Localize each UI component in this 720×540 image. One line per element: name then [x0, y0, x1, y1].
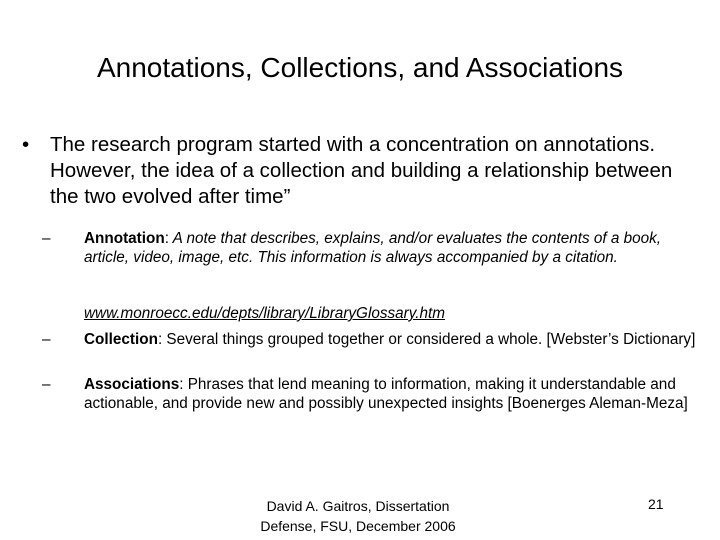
- slide-footer: [240, 496, 476, 536]
- definition-collection: Several things grouped together or considered a whole. [Webster’s Dictionary]: [162, 331, 696, 348]
- main-bullet: [22, 132, 702, 210]
- sub-item-annotation-link-row: [42, 304, 702, 323]
- dash-marker: –: [42, 331, 51, 348]
- term-annotation: Annotation: [84, 230, 165, 247]
- term-collection: Collection: [84, 331, 158, 348]
- term-colon: :: [157, 331, 163, 348]
- sub-item-body: [84, 229, 702, 267]
- sub-item-body: [84, 330, 702, 349]
- sub-item-annotation: [42, 229, 702, 267]
- definition-annotation: A note that describes, explains, and/or evaluates the contents of a book, article, video, image, etc. This information is always accompanied by a citation.: [84, 230, 662, 266]
- footer-line-2: Defense, FSU, December 2006: [260, 518, 456, 534]
- dash-marker: –: [42, 376, 51, 393]
- page-number: 21: [648, 496, 664, 512]
- sub-item-associations: [42, 375, 702, 413]
- footer-line-1: David A. Gaitros, Dissertation: [266, 498, 450, 514]
- term-colon: :: [164, 230, 169, 247]
- term-associations: Associations: [84, 376, 180, 393]
- sub-item-body: [84, 375, 702, 413]
- glossary-link[interactable]: www.monroecc.edu/depts/library/LibraryGlossary.htm: [84, 305, 446, 322]
- term-colon: :: [179, 376, 184, 393]
- dash-marker: –: [42, 230, 51, 247]
- sub-item-body: [84, 304, 702, 323]
- slide-title: Annotations, Collections, and Associations: [96, 52, 624, 83]
- bullet-marker: •: [22, 133, 30, 156]
- definition-associations: Phrases that lend meaning to information, making it understandable and actionable, and provide new and possibly unexpected insights [Boenerges Aleman-Meza]: [84, 376, 688, 412]
- main-bullet-text: The research program started with a concentration on annotations. However, the idea of a collection and building a relationship between the two evolved after time”: [50, 133, 673, 208]
- sub-item-collection: [42, 330, 702, 349]
